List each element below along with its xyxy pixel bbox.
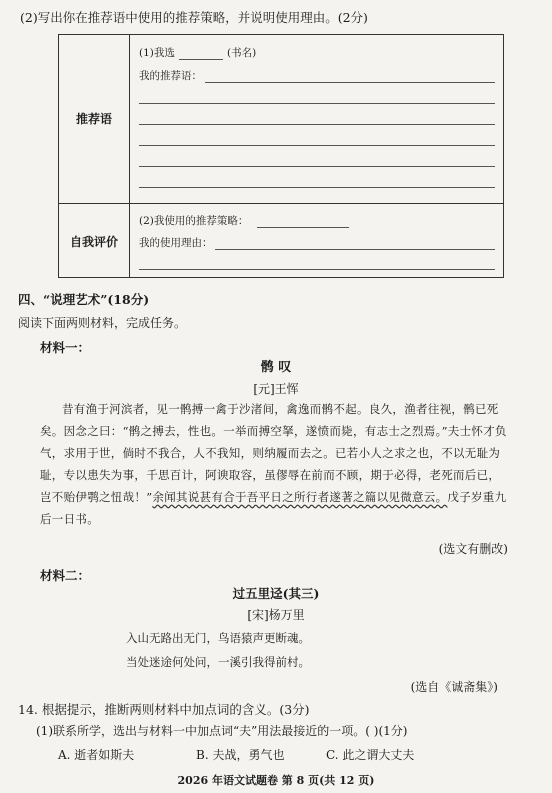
material-1-text-d: 戊子岁重九后一日书。 <box>40 490 507 526</box>
book-select-suffix: (书名) <box>227 47 257 59</box>
book-name-blank[interactable] <box>179 59 223 60</box>
table-column-divider <box>129 35 130 277</box>
answer-line[interactable] <box>139 145 495 146</box>
poem-2-source: (选自《诚斋集》) <box>410 680 498 694</box>
material-1-text-b: 已若小人之求之也，不以无耻为耻，专以患失为事，千思百计，阿谀取容，虽僇辱在前而不顾，期于必得，老死而后已，岂不贻伊鹗之忸哉！” <box>40 446 501 504</box>
material-1-label: 材料一： <box>40 340 91 355</box>
poem-2-author: [宋]杨万里 <box>247 608 305 622</box>
poem-2-title: 过五里迳(其三) <box>232 586 320 601</box>
strategy-blank[interactable] <box>257 227 349 228</box>
option-b[interactable]: B. 夫战，勇气也 <box>196 748 285 762</box>
material-1-text-c: 余闻其说甚有合于吾平日之所行者遂著之篇以见微意云。 <box>152 490 448 504</box>
material-2-label: 材料二： <box>40 568 91 583</box>
poem-1-author: [元]王恽 <box>253 382 299 396</box>
answer-line[interactable] <box>139 269 495 270</box>
material-1-source: (选文有删改) <box>438 542 508 556</box>
row-label-recommendation: 推荐语 <box>75 112 112 126</box>
recommendation-label: 我的推荐语： <box>139 70 202 82</box>
option-c[interactable]: C. 此之谓大丈夫 <box>326 748 415 762</box>
usage-reason-label: 我的使用理由： <box>139 237 213 249</box>
answer-line[interactable] <box>205 82 495 83</box>
page-footer: 2026 年语文试题卷 第 8 页(共 12 页) <box>177 774 375 787</box>
row-label-self-evaluation: 自我评价 <box>69 235 118 249</box>
poem-2-line-2: 当处迷途何处问，一溪引我得前村。 <box>126 655 310 669</box>
answer-line[interactable] <box>139 166 495 167</box>
table-row-divider <box>59 203 503 204</box>
book-select-prefix: (1)我选 <box>139 47 175 59</box>
answer-line[interactable] <box>139 124 495 125</box>
material-1-text-a: 昔有渔于河滨者，见一鹘搏一禽于沙渚间，禽逸而鹘不起。良久，渔者往视，鹘已死矣。因念之曰：“鹘之搏去，性也。一举而搏空拏，遂愤而毙，有志士之烈焉。”夫士怀才负气，求用于世，倘时不我合，人不我知，则纳履而去之。 <box>40 402 507 460</box>
material-1-text <box>40 398 510 530</box>
answer-line[interactable] <box>139 103 495 104</box>
poem-1-title: 鹘 叹 <box>260 360 292 375</box>
section-4-instruction: 阅读下面两则材料，完成任务。 <box>18 316 187 330</box>
option-a[interactable]: A. 逝者如斯夫 <box>58 748 135 762</box>
question-2-prompt: (2)写出你在推荐语中使用的推荐策略，并说明使用理由。(2分) <box>20 10 368 25</box>
question-14-sub-1: (1)联系所学，选出与材料一中加点词“夫”用法最接近的一项。( )(1分) <box>36 724 408 738</box>
answer-table <box>58 34 504 278</box>
strategy-label: (2)我使用的推荐策略： <box>139 215 249 227</box>
answer-line[interactable] <box>139 187 495 188</box>
poem-2-line-1: 入山无路出无门，鸟语猿声更断魂。 <box>126 631 310 645</box>
section-4-heading: 四、“说理艺术”(18分) <box>18 292 150 307</box>
question-14-stem: 14. 根据提示，推断两则材料中加点词的含义。(3分) <box>18 702 310 717</box>
answer-line[interactable] <box>215 249 495 250</box>
